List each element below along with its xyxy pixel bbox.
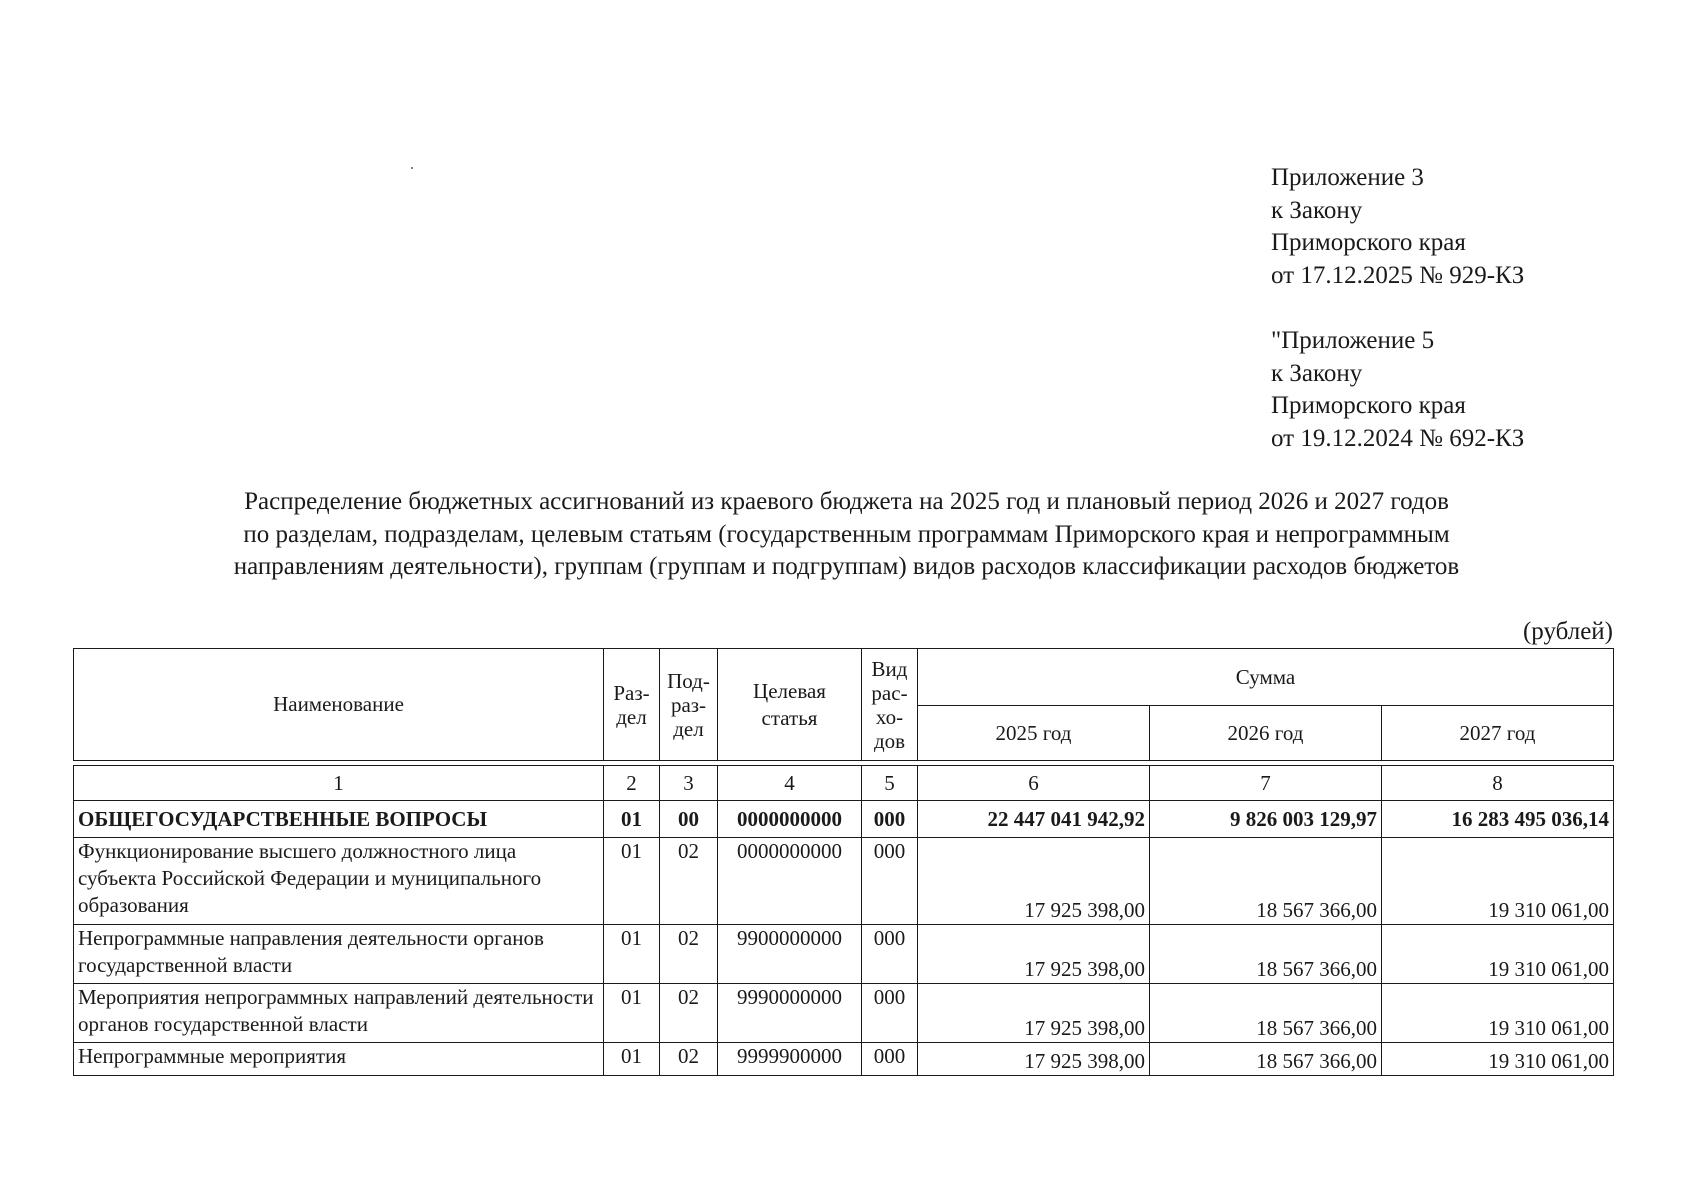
table-row (74, 984, 1614, 1043)
column-number: 1 (74, 766, 604, 801)
header-section: Раз- дел (604, 649, 660, 761)
header-expense-type: Вид рас- хо- дов (862, 649, 918, 761)
table-row (74, 925, 1614, 984)
column-number: 4 (718, 766, 862, 801)
units-label: (рублей) (1522, 618, 1613, 645)
annex-line: от 17.12.2025 № 929-КЗ (1271, 261, 1525, 289)
row-expense-type: 000 (862, 984, 918, 1043)
row-sum-2027: 16 283 495 036,14 (1382, 801, 1614, 838)
row-sum-2026: 18 567 366,00 (1150, 838, 1382, 925)
annex-line: Приморского края (1271, 229, 1466, 256)
row-sum-2025: 17 925 398,00 (918, 925, 1150, 984)
row-expense-type: 000 (862, 925, 918, 984)
row-section: 01 (604, 838, 660, 925)
header-year-2027: 2027 год (1382, 706, 1614, 761)
title-line: по разделам, подразделам, целевым статьям (государственным программам Приморского края и непрограммным (243, 520, 1450, 548)
header-year-2026: 2026 год (1150, 706, 1382, 761)
table-row (74, 801, 1614, 838)
row-subsection: 02 (660, 1043, 718, 1076)
header-name: Наименование (74, 649, 604, 761)
row-target: 0000000000 (718, 838, 862, 925)
row-name: Непрограммные мероприятия (74, 1043, 604, 1076)
row-name: Мероприятия непрограммных направлений деятельности органов государственной власти (74, 984, 604, 1043)
annex-line: Приложение 3 (1271, 164, 1424, 191)
annex-line: "Приложение 5 (1271, 327, 1435, 354)
annex-current-header (1271, 162, 1524, 292)
row-section: 01 (604, 1043, 660, 1076)
header-target: Целевая статья (718, 649, 862, 761)
row-expense-type: 000 (862, 801, 918, 838)
row-subsection: 02 (660, 838, 718, 925)
row-expense-type: 000 (862, 838, 918, 925)
scan-speck (411, 167, 413, 169)
row-sum-2027: 19 310 061,00 (1382, 925, 1614, 984)
table-row (74, 838, 1614, 925)
column-number: 5 (862, 766, 918, 801)
row-sum-2025: 17 925 398,00 (918, 838, 1150, 925)
row-sum-2027: 19 310 061,00 (1382, 1043, 1614, 1076)
annex-amended-header (1271, 325, 1524, 455)
row-sum-2025: 17 925 398,00 (918, 984, 1150, 1043)
row-section: 01 (604, 801, 660, 838)
row-expense-type: 000 (862, 1043, 918, 1076)
header-year-2025: 2025 год (918, 706, 1150, 761)
annex-line: к Закону (1271, 196, 1363, 224)
row-target: 9999900000 (718, 1043, 862, 1076)
column-number: 3 (660, 766, 718, 801)
table-row (74, 1043, 1614, 1076)
column-number: 2 (604, 766, 660, 801)
title-line: Распределение бюджетных ассигнований из краевого бюджета на 2025 год и плановый период 2026 и 2027 годов (244, 488, 1449, 515)
row-sum-2026: 18 567 366,00 (1150, 984, 1382, 1043)
row-subsection: 00 (660, 801, 718, 838)
column-number: 8 (1382, 766, 1614, 801)
row-name: ОБЩЕГОСУДАРСТВЕННЫЕ ВОПРОСЫ (74, 801, 604, 838)
header-row (74, 649, 1614, 706)
row-subsection: 02 (660, 925, 718, 984)
row-sum-2026: 9 826 003 129,97 (1150, 801, 1382, 838)
row-section: 01 (604, 984, 660, 1043)
row-name: Функционирование высшего должностного лица субъекта Российской Федерации и муниципального образования (74, 838, 604, 925)
header-sum: Сумма (918, 649, 1614, 706)
row-sum-2026: 18 567 366,00 (1150, 925, 1382, 984)
header-subsection: Под- раз- дел (660, 649, 718, 761)
column-number: 6 (918, 766, 1150, 801)
row-sum-2027: 19 310 061,00 (1382, 984, 1614, 1043)
row-target: 9900000000 (718, 925, 862, 984)
row-sum-2025: 17 925 398,00 (918, 1043, 1150, 1076)
column-number: 7 (1150, 766, 1382, 801)
row-sum-2026: 18 567 366,00 (1150, 1043, 1382, 1076)
row-subsection: 02 (660, 984, 718, 1043)
row-target: 0000000000 (718, 801, 862, 838)
annex-line: Приморского края (1271, 392, 1466, 419)
row-section: 01 (604, 925, 660, 984)
document-title (100, 486, 1593, 584)
annex-line: от 19.12.2024 № 692-КЗ (1271, 424, 1525, 452)
title-line: направлениям деятельности), группам (группам и подгруппам) видов расходов классификации расходов бюджетов (233, 553, 1460, 580)
row-sum-2027: 19 310 061,00 (1382, 838, 1614, 925)
row-sum-2025: 22 447 041 942,92 (918, 801, 1150, 838)
column-numbers-row (74, 766, 1614, 801)
row-name: Непрограммные направления деятельности органов государственной власти (74, 925, 604, 984)
annex-line: к Закону (1271, 359, 1363, 387)
row-target: 9990000000 (718, 984, 862, 1043)
budget-table (73, 648, 1614, 1076)
